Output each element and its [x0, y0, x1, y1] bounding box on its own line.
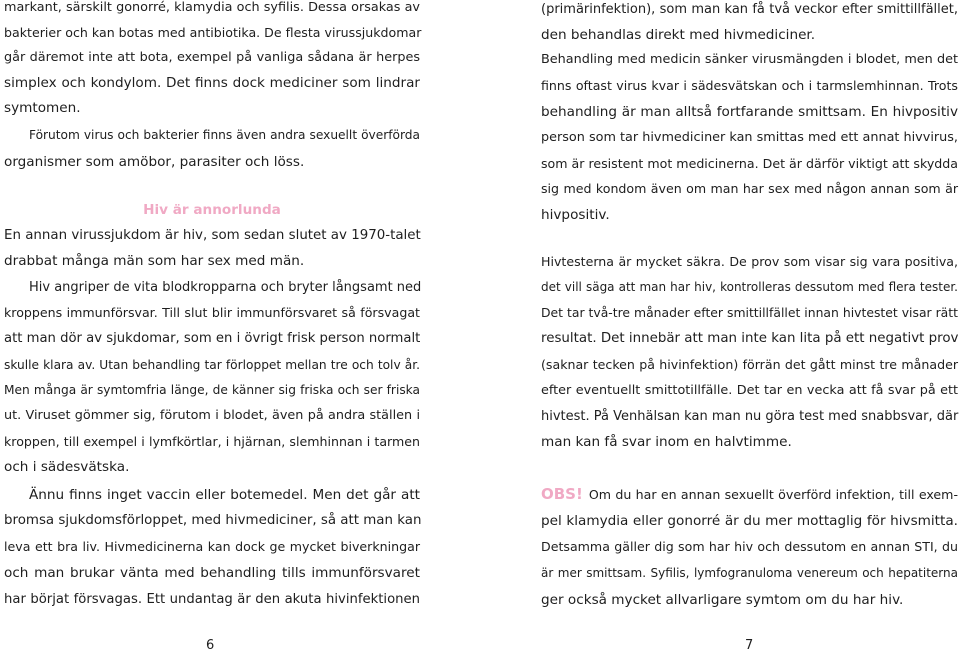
body-text-line: skulle klara av. Utan behandling tar förloppet mellan tre och tolv år. — [4, 358, 420, 372]
body-text-line: Detsamma gäller dig som har hiv och dessutom en annan STI, du — [541, 539, 958, 554]
body-text-line: efter eventuellt smittotillfälle. Det tar en vecka att få svar på ett — [541, 383, 958, 398]
body-text-line: går däremot inte att bota, exempel på vanliga sådana är herpes — [4, 50, 420, 65]
body-text-line: sig med kondom även om man har sex med någon annan som är — [541, 181, 958, 196]
body-text-line: hivpositiv. — [541, 207, 610, 223]
body-text-line: och i sädesvätska. — [4, 459, 130, 475]
body-text-line: leva ett bra liv. Hivmedicinerna kan dock ge mycket biverkningar — [4, 539, 420, 554]
body-text-line: ut. Viruset gömmer sig, förutom i blodet, även på andra ställen i — [4, 408, 420, 423]
body-text-line: finns oftast virus kvar i sädesvätskan och i tarmslemhinnan. Trots — [541, 78, 958, 93]
body-text-line: kroppens immunförsvar. Till slut blir immunförsvaret så försvagat — [4, 305, 420, 320]
body-text-line: den behandlas direkt med hivmediciner. — [541, 27, 816, 43]
obs-text: Om du har en annan sexuellt överförd infektion, till exem- — [588, 487, 958, 502]
body-text-line: hivtest. På Venhälsan kan man nu göra test med snabbsvar, där — [541, 409, 959, 424]
page-number-left: 6 — [206, 638, 215, 653]
body-text-line: Ännu finns inget vaccin eller botemedel. Men det går att — [29, 487, 420, 503]
body-text-line: (saknar tecken på hivinfektion) förrän det gått minst tre månader — [541, 357, 958, 372]
section-heading: Hiv är annorlunda — [143, 202, 281, 218]
body-text-line: Men många är symtomfria länge, de känner sig friska och ser friska — [4, 383, 420, 397]
body-text-line: och man brukar vänta med behandling tills immunförsvaret — [4, 565, 420, 581]
body-text-line: Behandling med medicin sänker virusmängden i blodet, men det — [541, 52, 958, 67]
page-number-right: 7 — [745, 638, 754, 653]
body-text-line: bakterier och kan botas med antibiotika. De flesta virussjukdomar — [4, 25, 422, 40]
body-text-line: bromsa sjukdomsförloppet, med hivmediciner, så att man kan — [4, 513, 422, 528]
body-text-line: organismer som amöbor, parasiter och löss. — [4, 154, 305, 170]
body-text-line: markant, särskilt gonorré, klamydia och syfilis. Dessa orsakas av — [4, 0, 420, 15]
body-text-line: det vill säga att man har hiv, kontrolleras dessutom med flera tester. — [541, 280, 958, 294]
obs-first-line — [541, 483, 958, 506]
body-text-line: ger också mycket allvarligare symtom om du har hiv. — [541, 592, 904, 608]
body-text-line: Hivtesterna är mycket säkra. De prov som visar sig vara positiva, — [541, 254, 958, 269]
body-text-line: har börjat försvagas. Ett undantag är den akuta hivinfektionen — [4, 592, 420, 607]
body-text-line: Förutom virus och bakterier finns även andra sexuellt överförda — [29, 128, 420, 142]
body-text-line: person som tar hivmediciner kan smittas med ett annat hivvirus, — [541, 130, 958, 145]
body-text-line: (primärinfektion), som man kan få två veckor efter smittillfället, — [541, 2, 958, 17]
body-text-line: symtomen. — [4, 100, 81, 116]
body-text-line: man kan få svar inom en halvtimme. — [541, 434, 792, 450]
body-text-line: drabbat många män som har sex med män. — [4, 253, 305, 269]
body-text-line: som är resistent mot medicinerna. Det är därför viktigt att skydda — [541, 156, 958, 171]
obs-label: OBS! — [541, 485, 583, 503]
body-text-line: kroppen, till exempel i lymfkörtlar, i hjärnan, slemhinnan i tarmen — [4, 434, 420, 449]
body-text-line: behandling är man alltså fortfarande smittsam. En hivpositiv — [541, 104, 958, 120]
body-text-line: pel klamydia eller gonorré är du mer mottaglig för hivsmitta. — [541, 513, 958, 529]
body-text-line: Hiv angriper de vita blodkropparna och bryter långsamt ned — [29, 280, 422, 295]
body-text-line: En annan virussjukdom är hiv, som sedan slutet av 1970-talet — [4, 228, 421, 243]
body-text-line: att man dör av sjukdomar, som en i övrigt frisk person normalt — [4, 331, 421, 346]
body-text-line: är mer smittsam. Syfilis, lymfogranuloma venereum och hepatiterna — [541, 566, 958, 580]
body-text-line: resultat. Det innebär att man inte kan lita på ett negativt prov — [541, 331, 959, 346]
body-text-line: Det tar två-tre månader efter smittillfället innan hivtestet visar rätt — [541, 305, 958, 320]
body-text-line: simplex och kondylom. Det finns dock mediciner som lindrar — [4, 75, 420, 91]
